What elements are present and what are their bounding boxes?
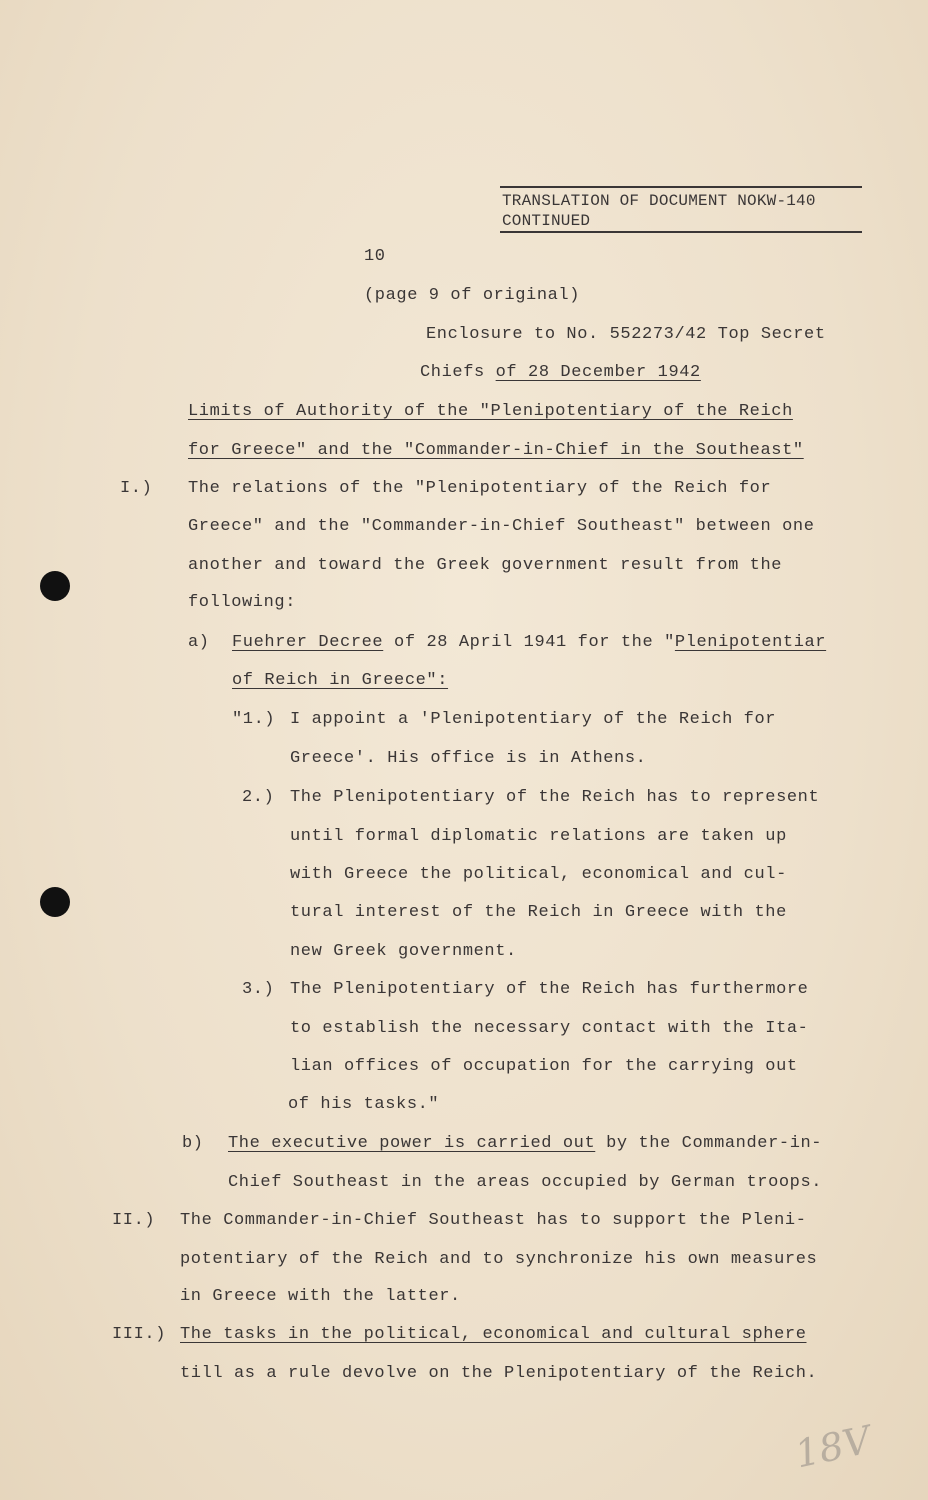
item-b-line1 <box>228 1133 822 1155</box>
decree-p3-line: The Plenipotentiary of the Reich has furthermore <box>290 980 809 999</box>
decree-p2-line: with Greece the political, economical and cul- <box>290 865 787 884</box>
decree-p2-label: 2.) <box>242 788 275 807</box>
header-top-rule <box>500 186 862 188</box>
header-title-line2: CONTINUED <box>502 212 591 230</box>
heading-line1: Limits of Authority of the "Plenipotentiary of the Reich <box>188 402 793 421</box>
decree-p2-line: The Plenipotentiary of the Reich has to represent <box>290 788 820 807</box>
item-b-rest: by the Commander-in- <box>595 1134 823 1153</box>
item-b-label: b) <box>182 1134 204 1153</box>
section-II-line: potentiary of the Reich and to synchronize his own measures <box>180 1250 818 1269</box>
item-a-line2: of Reich in Greece": <box>232 671 449 690</box>
punch-hole-bottom <box>40 887 70 917</box>
section-II-line: The Commander-in-Chief Southeast has to support the Pleni- <box>180 1211 807 1230</box>
decree-p1-line: I appoint a 'Plenipotentiary of the Reich for <box>290 710 777 729</box>
section-I-line: The relations of the "Plenipotentiary of the Reich for <box>188 479 772 498</box>
item-b-executive-power: The executive power is carried out <box>228 1134 596 1153</box>
decree-p3-line: of his tasks." <box>288 1095 440 1114</box>
section-I-label: I.) <box>120 479 153 498</box>
item-a-plenipotentiary: Plenipotentiar <box>674 633 827 652</box>
section-II-label: II.) <box>112 1211 156 1230</box>
item-a-line1 <box>232 632 826 654</box>
decree-p2-line: until formal diplomatic relations are taken up <box>290 827 787 846</box>
page-reference: (page 9 of original) <box>364 286 581 305</box>
header-bottom-rule <box>500 231 862 233</box>
enclosure-line1: Enclosure to No. 552273/42 Top Secret <box>426 325 826 344</box>
section-I-line: Greece" and the "Commander-in-Chief Southeast" between one <box>188 517 815 536</box>
decree-p3-line: to establish the necessary contact with the Ita- <box>290 1019 809 1038</box>
enclosure-line2 <box>420 362 701 384</box>
enclosure-line2-prefix: Chiefs <box>420 363 496 382</box>
header-title-line1: TRANSLATION OF DOCUMENT NOKW-140 <box>502 192 816 210</box>
item-a-decree-title: Fuehrer Decree <box>232 633 384 652</box>
section-III-line1: The tasks in the political, economical and cultural sphere <box>180 1325 807 1344</box>
enclosure-date: of 28 December 1942 <box>495 363 701 382</box>
item-a-label: a) <box>188 633 210 652</box>
punch-hole-top <box>40 571 70 601</box>
decree-p2-line: tural interest of the Reich in Greece with the <box>290 903 787 922</box>
decree-p3-line: lian offices of occupation for the carrying out <box>290 1057 798 1076</box>
heading-line2: for Greece" and the "Commander-in-Chief in the Southeast" <box>188 441 804 460</box>
section-III-label: III.) <box>112 1325 167 1344</box>
section-III-line2: till as a rule devolve on the Plenipotentiary of the Reich. <box>180 1364 818 1383</box>
decree-p3-label: 3.) <box>242 980 275 999</box>
item-a-middle: of 28 April 1941 for the " <box>383 633 675 652</box>
decree-p2-line: new Greek government. <box>290 942 517 961</box>
section-I-line: another and toward the Greek government result from the <box>188 556 783 575</box>
item-b-line2: Chief Southeast in the areas occupied by German troops. <box>228 1173 823 1192</box>
page-number: 10 <box>364 247 386 266</box>
decree-p1-line: Greece'. His office is in Athens. <box>290 749 647 768</box>
pencil-initials: 18V <box>791 1417 875 1477</box>
section-II-line: in Greece with the latter. <box>180 1287 461 1306</box>
section-I-line: following: <box>188 593 297 612</box>
decree-p1-label: "1.) <box>232 710 276 729</box>
